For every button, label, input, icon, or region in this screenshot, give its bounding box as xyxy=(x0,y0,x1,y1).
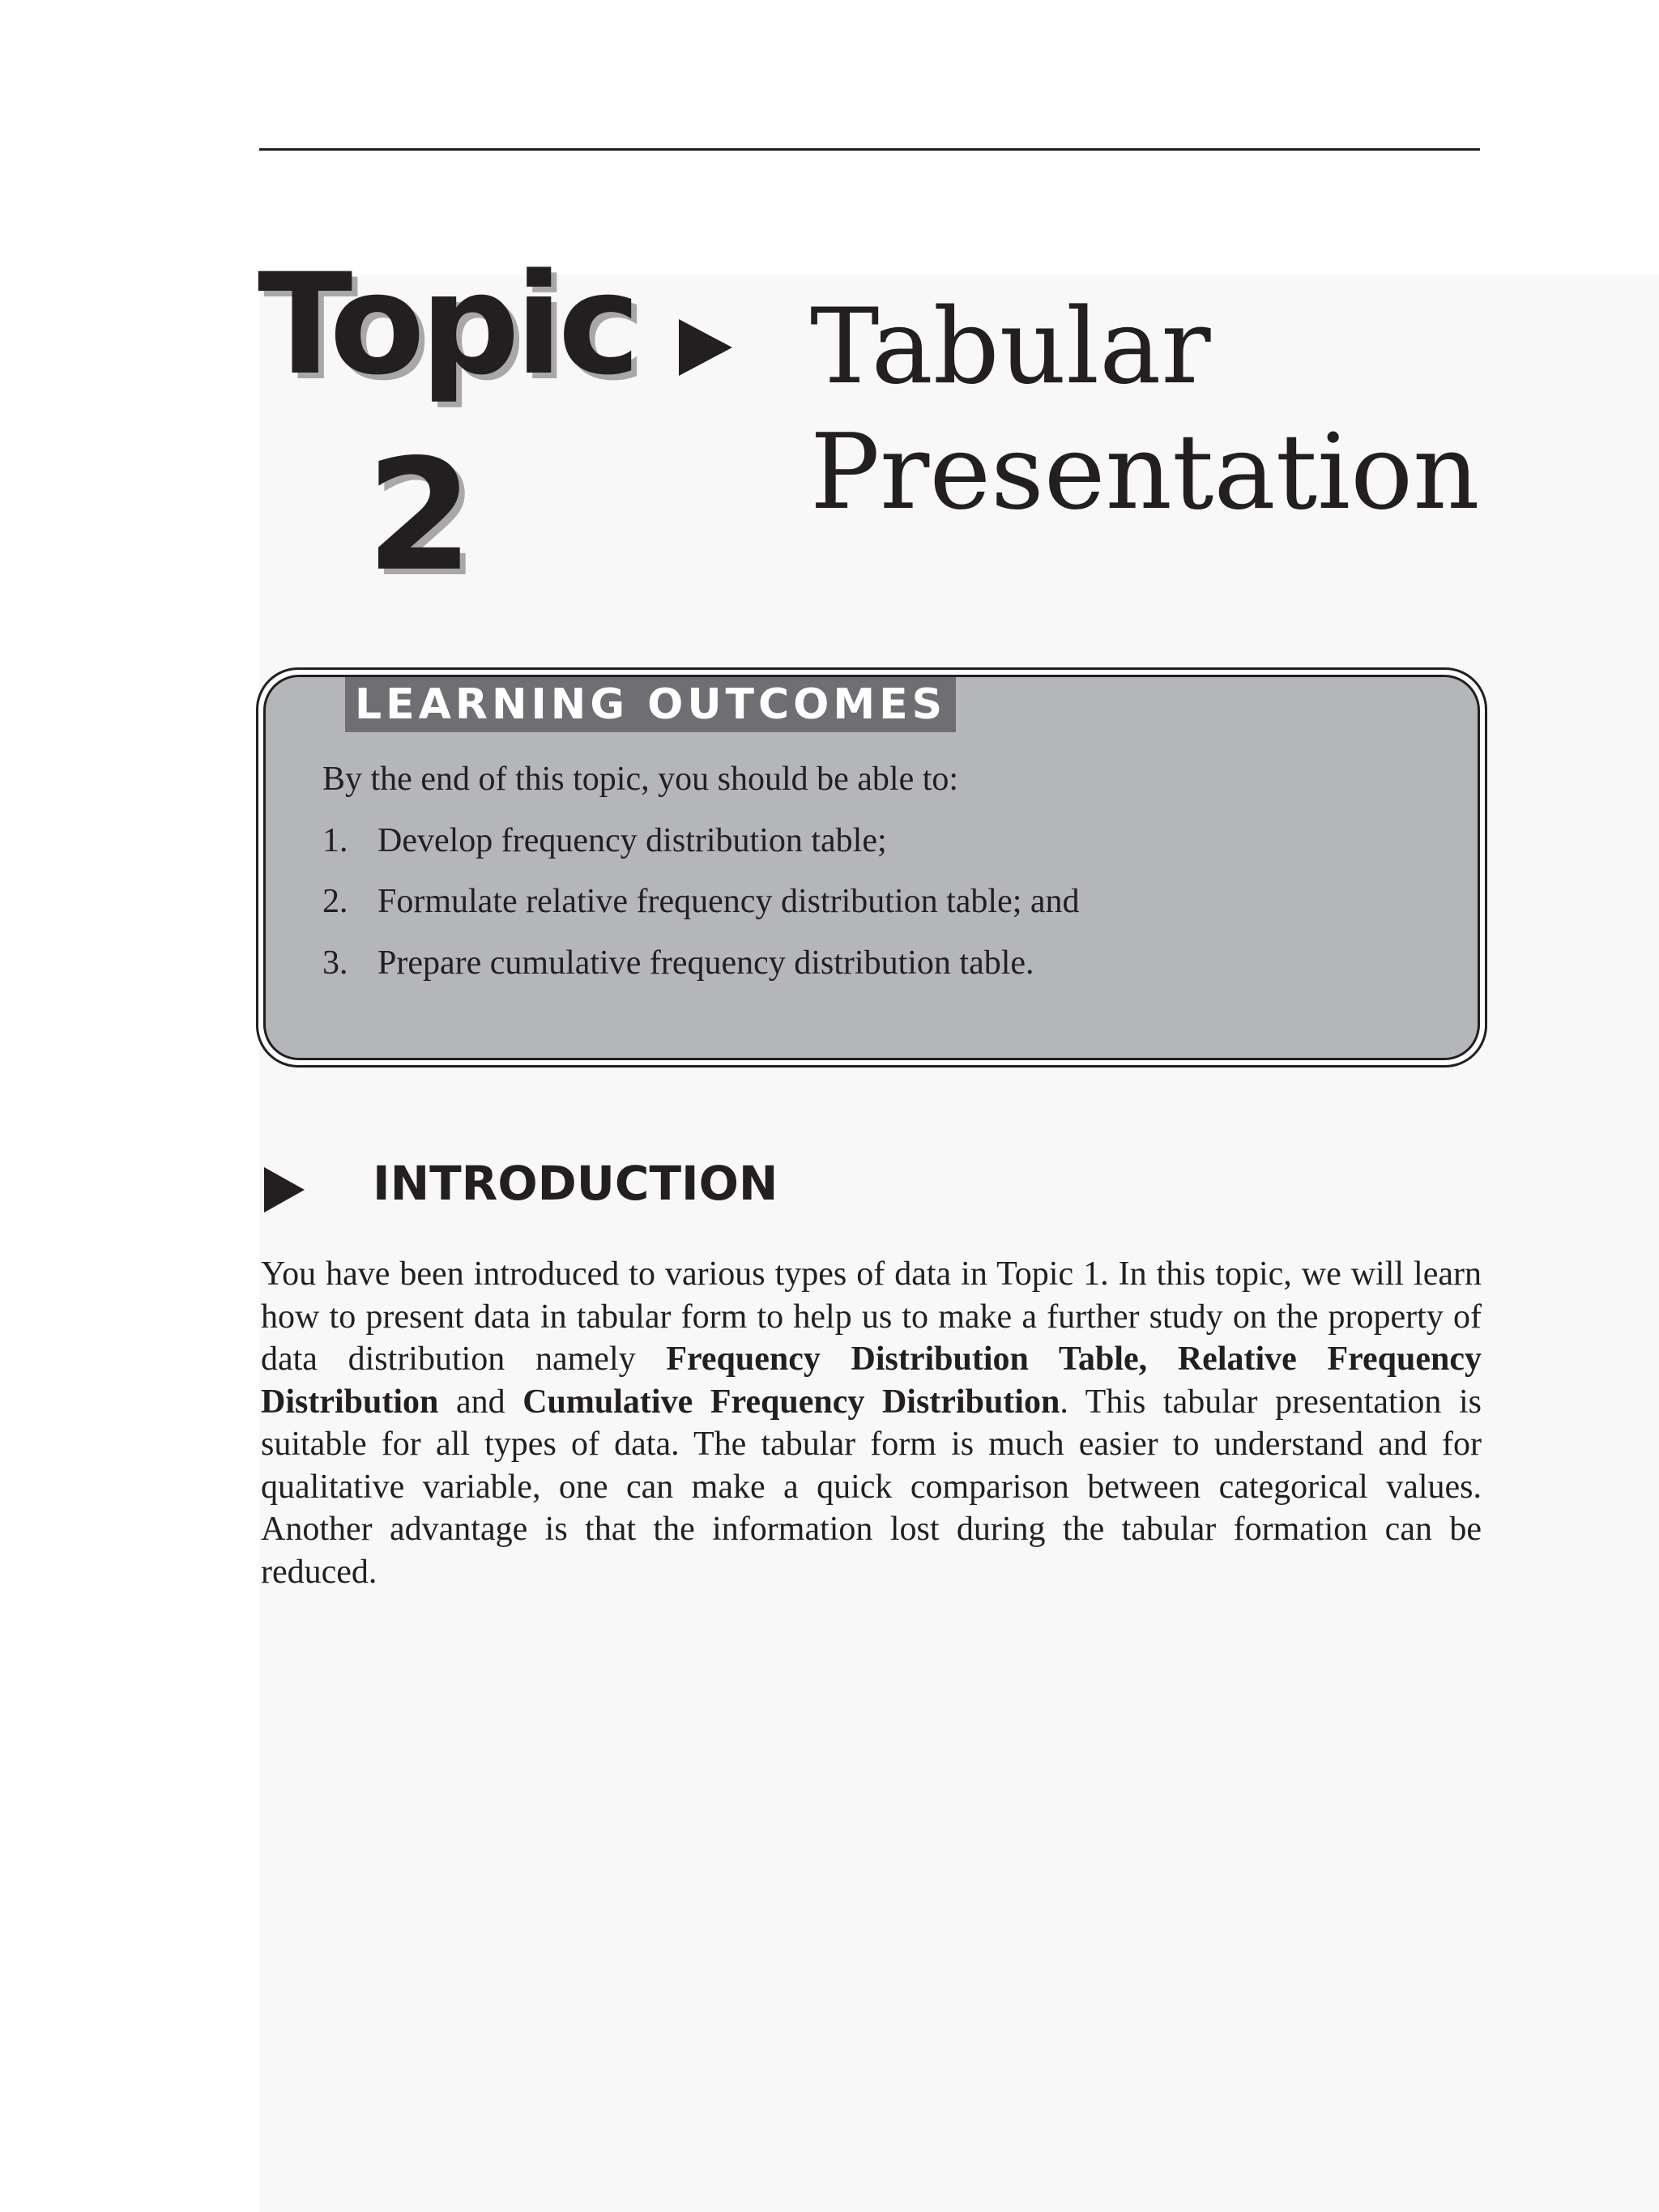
list-number: 3. xyxy=(322,944,348,982)
list-item-text: Prepare cumulative frequency distribution table. xyxy=(377,944,1034,982)
list-item-text: Formulate relative frequency distribution table; and xyxy=(377,883,1080,920)
learning-outcomes-panel xyxy=(263,675,1480,1060)
topic-number: 2 xyxy=(366,426,474,605)
learning-outcome-item xyxy=(322,943,1034,983)
topic-label: Topic xyxy=(258,243,636,406)
section-arrow-icon xyxy=(264,1167,305,1213)
chapter-title-line-1: Tabular xyxy=(810,287,1211,407)
list-item-text: Develop frequency distribution table; xyxy=(377,822,887,859)
section-heading: INTRODUCTION xyxy=(373,1156,778,1211)
list-number: 1. xyxy=(322,822,348,859)
list-number: 2. xyxy=(322,883,348,920)
paragraph-text: . This tabular presentation is suitable for all types of data. The tabular form is much easier to understand and for qualitative variable, one can make a quick comparison between categorical values. Another advantage is that the information lost during the tabular formation can be reduced. xyxy=(261,1383,1482,1591)
learning-outcomes-intro: By the end of this topic, you should be able to: xyxy=(322,761,959,798)
bold-term: Cumulative Frequency Distribution xyxy=(522,1383,1060,1421)
bold-term: Frequency Distribution Table, Relative Frequency Distribution xyxy=(261,1340,1482,1421)
chapter-title-line-2: Presentation xyxy=(810,412,1480,533)
header-rule xyxy=(259,148,1480,151)
learning-outcomes-label: LEARNING OUTCOMES xyxy=(345,677,956,732)
introduction-paragraph xyxy=(261,1253,1482,1593)
learning-outcome-item xyxy=(322,881,1080,922)
learning-outcome-item xyxy=(322,820,887,861)
paragraph-text: You have been introduced to various types of data in Topic 1. In this topic, we will learn how to present data in tabular form to help us to make a further study on the property of data distribution namely xyxy=(261,1255,1482,1378)
title-arrow-icon xyxy=(679,319,732,376)
learning-outcomes-box xyxy=(256,667,1487,1068)
paragraph-text: and xyxy=(438,1383,523,1421)
